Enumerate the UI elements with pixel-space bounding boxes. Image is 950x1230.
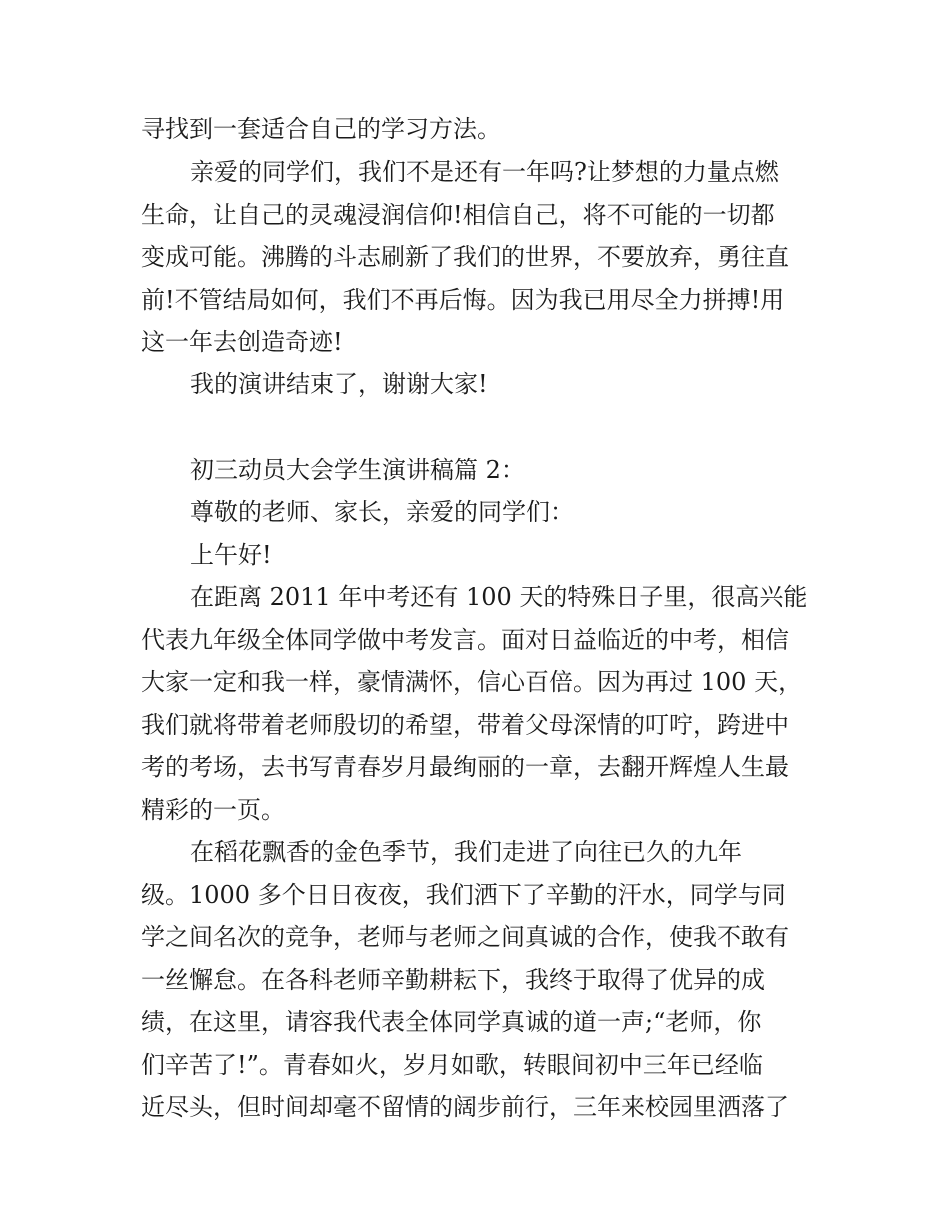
text-line: 亲爱的同学们，我们不是还有一年吗?让梦想的力量点燃 — [190, 158, 779, 186]
text-line: 生命，让自己的灵魂浸润信仰!相信自己，将不可能的一切都 — [141, 201, 775, 229]
text-line: 大家一定和我一样，豪情满怀，信心百倍。因为再过 100 天， — [141, 668, 803, 696]
text-line: 学之间名次的竞争，老师与老师之间真诚的合作，使我不敢有 — [141, 923, 789, 951]
text-line: 变成可能。沸腾的斗志刷新了我们的世界，不要放弃，勇往直 — [141, 243, 789, 271]
text-line: 精彩的一页。 — [141, 796, 285, 824]
text-line: 前!不管结局如何，我们不再后悔。因为我已用尽全力拼搏!用 — [141, 286, 785, 314]
text-line: 我们就将带着老师殷切的希望，带着父母深情的叮咛，跨进中 — [141, 711, 789, 739]
text-line: 绩，在这里，请容我代表全体同学真诚的道一声;“老师，你 — [141, 1008, 762, 1036]
text-line: 近尽头，但时间却毫不留情的阔步前行，三年来校园里洒落了 — [141, 1093, 789, 1121]
text-line: 寻找到一套适合自己的学习方法。 — [141, 115, 501, 143]
text-line: 们辛苦了!”。青春如火，岁月如歌，转眼间初中三年已经临 — [141, 1051, 763, 1079]
text-line: 代表九年级全体同学做中考发言。面对日益临近的中考，相信 — [141, 626, 789, 654]
greeting: 上午好! — [190, 541, 272, 569]
text-line: 这一年去创造奇迹! — [141, 328, 343, 356]
text-line: 考的考场，去书写青春岁月最绚丽的一章，去翻开辉煌人生最 — [141, 753, 789, 781]
text-line: 在稻花飘香的金色季节，我们走进了向往已久的九年 — [190, 838, 742, 866]
text-line: 我的演讲结束了，谢谢大家! — [190, 370, 488, 398]
text-line: 在距离 2011 年中考还有 100 天的特殊日子里，很高兴能 — [190, 583, 808, 611]
text-line: 一丝懈怠。在各科老师辛勤耕耘下，我终于取得了优异的成 — [141, 966, 765, 994]
salutation: 尊敬的老师、家长，亲爱的同学们： — [190, 498, 574, 526]
text-line: 级。1000 多个日日夜夜，我们洒下了辛勤的汗水，同学与同 — [141, 881, 786, 909]
section-heading: 初三动员大会学生演讲稿篇 2： — [190, 456, 525, 484]
